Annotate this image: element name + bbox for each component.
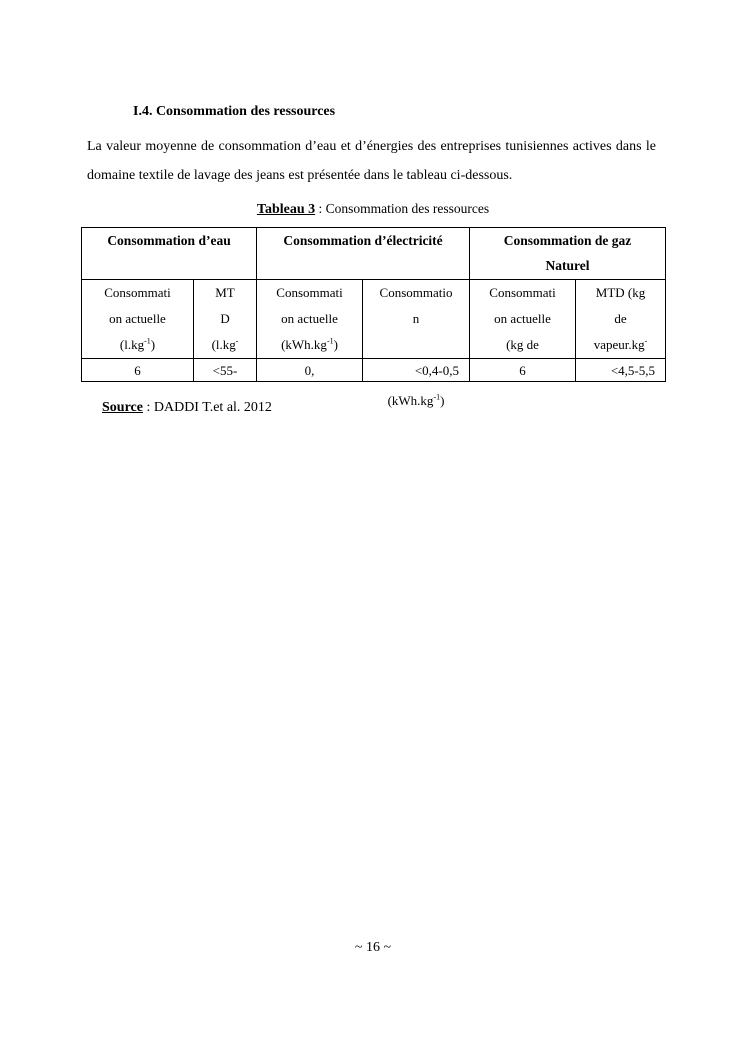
subheader-unit: (kg de (506, 337, 539, 352)
source-label: Source (102, 400, 143, 415)
subheader-line: on actuelle (494, 311, 551, 326)
subheader-cell (194, 280, 257, 359)
subheader-line: D (220, 311, 230, 326)
subheader-cell (470, 280, 576, 359)
intro-paragraph: La valeur moyenne de consommation d’eau et d’énergies des entreprises tunisiennes actives dans le domaine textile de lavage des jeans est présentée dans le tableau ci-dessous. (87, 139, 656, 183)
subheader-cell (82, 280, 194, 359)
group-header-electricity: Consommation d’électricité (257, 228, 470, 280)
value-cell: 6 (82, 359, 194, 382)
subheader-unit: $(kWh.kg^{-1})$ (281, 336, 338, 352)
group-header-water: Consommation d’eau (82, 228, 257, 280)
subheader-line: on actuelle (281, 311, 338, 326)
subheader-line: on actuelle (109, 311, 166, 326)
subheader-cell (257, 280, 363, 359)
source-note (102, 400, 272, 416)
subheader-line: MTD (kg (595, 285, 646, 300)
subheader-line: Consommati (489, 285, 556, 300)
subheader-line: Consommatio (379, 285, 453, 300)
subheader-cell (576, 280, 666, 359)
table-subheader-row (82, 280, 666, 359)
value-cell: <55- (194, 359, 257, 382)
value-cell: <4,5-5,5 (576, 359, 666, 382)
table-caption (0, 201, 746, 218)
subheader-unit: $(kWh.kg^{-1})$ (387, 392, 445, 408)
subheader-line: MT (215, 285, 235, 300)
value-cell: 6 (470, 359, 576, 382)
caption-text: : Consommation des ressources (315, 201, 490, 216)
subheader-unit: (l.kg- (211, 336, 239, 352)
subheader-line: Consommati (104, 285, 171, 300)
subheader-line: n (412, 311, 420, 326)
page-number: ~ 16 ~ (354, 940, 392, 955)
group-header-gas: Consommation de gaz Naturel (470, 228, 666, 280)
table-row (82, 359, 666, 382)
subheader-unit: vapeur.kg- (593, 336, 648, 352)
subheader-line: Consommati (276, 285, 343, 300)
subheader-line: de (614, 311, 627, 326)
source-text: : DADDI T.et al. 2012 (142, 400, 272, 415)
section-heading: I.4. Consommation des ressources (133, 104, 336, 119)
value-cell: 0, (257, 359, 363, 382)
caption-label: Tableau 3 (256, 202, 316, 217)
subheader-unit: $(l.kg^{-1})$ (119, 336, 156, 352)
value-cell: <0,4-0,5 (363, 359, 470, 382)
table-header-row (82, 228, 666, 280)
